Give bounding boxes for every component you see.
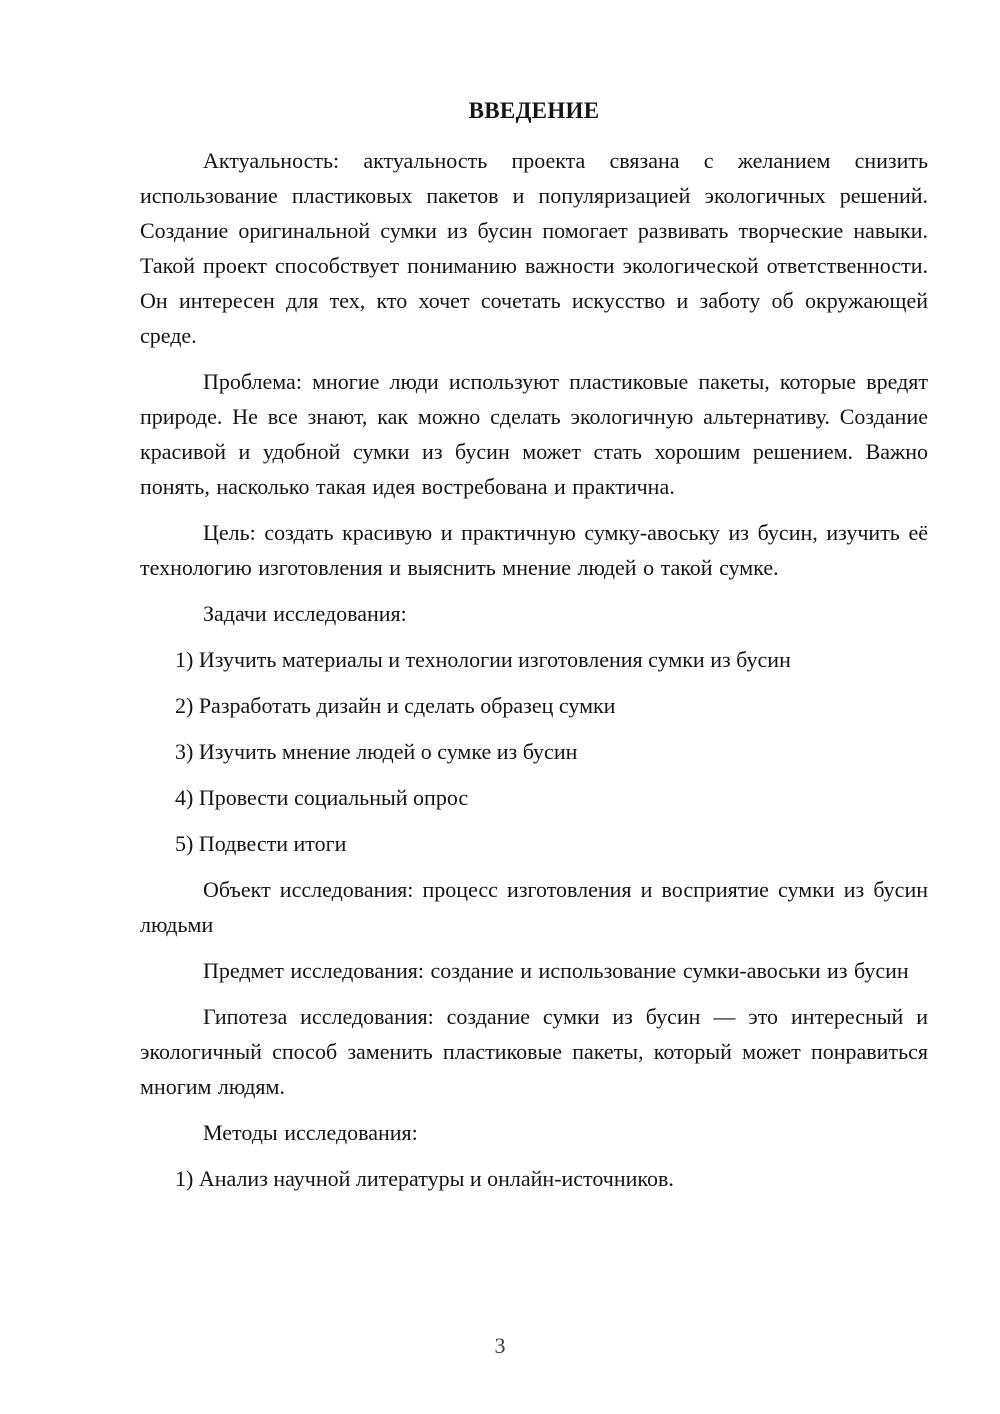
paragraph-hypothesis: Гипотеза исследования: создание сумки из бусин — это интересный и экологичный способ заменить пластиковые пакеты, который может понравиться многим людям. <box>140 1004 928 1099</box>
methods-label: Методы исследования: <box>203 1120 418 1145</box>
section-heading: ВВЕДЕНИЕ <box>468 98 600 123</box>
task-item: 4) Провести социальный опрос <box>175 785 469 810</box>
paragraph-goal: Цель: создать красивую и практичную сумку-авоську из бусин, изучить её технологию изготовления и выяснить мнение людей о такой сумке. <box>140 520 928 580</box>
tasks-label: Задачи исследования: <box>203 601 407 626</box>
paragraph-subject: Предмет исследования: создание и использование сумки-авоськи из бусин <box>203 958 909 983</box>
paragraph-object: Объект исследования: процесс изготовления и восприятие сумки из бусин людьми <box>140 877 928 937</box>
task-item: 5) Подвести итоги <box>175 831 347 856</box>
task-item: 2) Разработать дизайн и сделать образец сумки <box>175 693 616 718</box>
document-body <box>140 93 928 1207</box>
paragraph-problem: Проблема: многие люди используют пластиковые пакеты, которые вредят природе. Не все знают, как можно сделать экологичную альтернативу. Создание красивой и удобной сумки из бусин может стать хорошим решением. Важно понять, насколько такая идея востребована и практична. <box>140 369 928 499</box>
task-item: 3) Изучить мнение людей о сумке из бусин <box>175 739 578 764</box>
paragraph-relevance: Актуальность: актуальность проекта связана с желанием снизить использование пластиковых пакетов и популяризацией экологичных решений. Создание оригинальной сумки из бусин помогает развивать творческие навыки. Такой проект способствует пониманию важности экологической ответственности. Он интересен для тех, кто хочет сочетать искусство и заботу об окружающей среде. <box>140 148 928 348</box>
page-number: 3 <box>494 1333 506 1358</box>
task-item: 1) Изучить материалы и технологии изготовления сумки из бусин <box>175 647 791 672</box>
method-item: 1) Анализ научной литературы и онлайн-источников. <box>175 1166 674 1191</box>
